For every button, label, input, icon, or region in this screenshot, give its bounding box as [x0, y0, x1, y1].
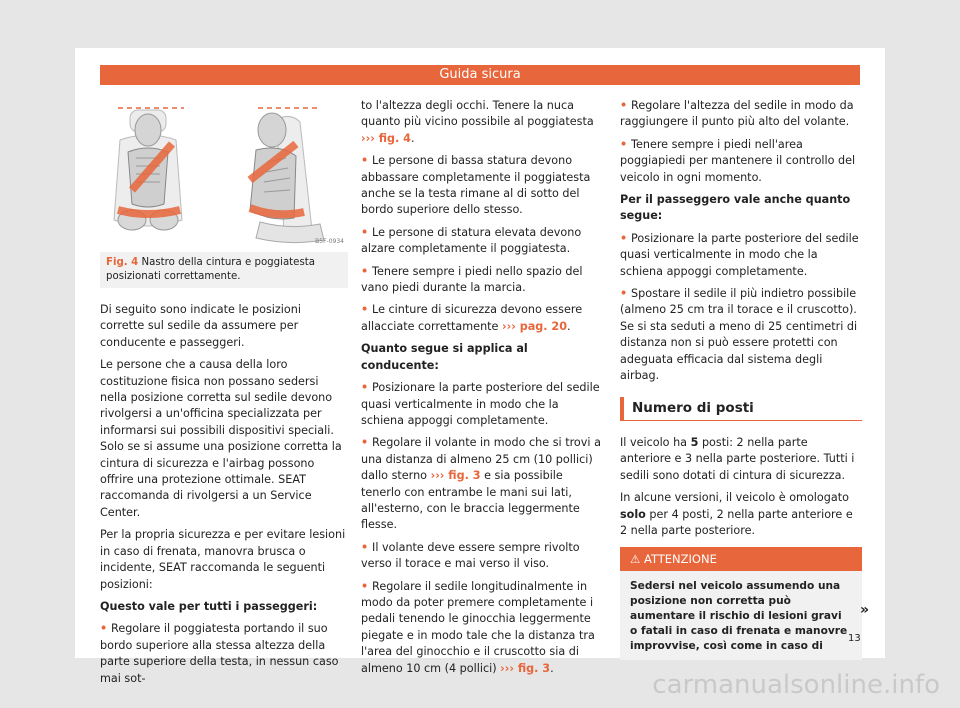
text-run-bold: solo — [620, 507, 646, 521]
column-3 — [620, 98, 862, 660]
bullet-item: • Le persone di statura elevata devono alzare completamente il poggiatesta. — [361, 225, 601, 258]
text-run: Regolare il volante in modo che si trovi a una distanza di almeno 25 cm (10 pollici) dallo sterno — [361, 436, 601, 483]
bullet-item: • Posizionare la parte posteriore del sedile quasi verticalmente in modo che la schiena appoggi completamente. — [620, 231, 862, 280]
text-run: Il veicolo ha — [620, 435, 691, 449]
text-run: . — [550, 661, 554, 675]
headrest-illustration — [100, 100, 348, 252]
section-heading: Numero di posti — [620, 397, 862, 421]
text-run: e sia possibile tenerlo con entrambe le mani sui lati, all'esterno, con le braccia leggermente flesse. — [361, 469, 580, 532]
text-run: posti: 2 nella parte anteriore e 3 nella parte posteriore. Tutti i sedili sono dotati di cintura di sicurezza. — [620, 435, 855, 482]
figure-link[interactable]: ››› fig. 3 — [430, 469, 481, 483]
text-run: Le cinture di sicurezza devono essere allacciate correttamente — [361, 303, 583, 333]
paragraph: Di seguito sono indicate le posizioni corrette sul sedile da assumere per conducente e passeggeri. — [100, 303, 301, 349]
page-link[interactable]: ››› pag. 20 — [501, 319, 567, 333]
text-run: to l'altezza degli occhi. Tenere la nuca quanto più vicino possibile al poggiatesta — [361, 99, 594, 129]
warning-box — [620, 547, 862, 660]
page-number: 13 — [848, 633, 861, 644]
paragraph — [361, 98, 601, 147]
figure-link[interactable]: ››› fig. 4 — [361, 131, 411, 145]
figure-link[interactable]: ››› fig. 3 — [500, 661, 551, 675]
warning-header — [620, 547, 862, 571]
paragraph — [620, 490, 862, 539]
bullet-item — [361, 579, 601, 677]
bullet-item — [361, 302, 601, 335]
bullet-item: • Posizionare la parte posteriore del sedile quasi verticalmente in modo che la schiena appoggi completamente. — [361, 380, 601, 429]
subheading: Quanto segue si applica al conducente: — [361, 342, 528, 372]
text-run-bold: 5 — [690, 435, 699, 449]
paragraph: Le persone che a causa della loro costituzione fisica non possano sedersi nella posizione corretta sul sedile devono rivolgersi a un'officina specializzata per informarsi sui possibili dispositivi speciali. Solo se si assume una posizione corretta la cintura di sicurezza e l'airbag possono offrire una protezione ottimale. SEAT raccomanda di rivolgersi a un Service Center. — [100, 358, 342, 519]
figure-caption — [100, 252, 348, 288]
bullet-item: • Tenere sempre i piedi nell'area poggiapiedi per mantenere il controllo del veicolo in ogni momento. — [620, 137, 862, 186]
subheading: Per il passeggero vale anche quanto segue: — [620, 193, 851, 223]
continue-marker: » — [860, 602, 870, 618]
figure-code: B5F-0934 — [315, 237, 344, 245]
text-run: . — [567, 319, 571, 333]
bullet-item: • Regolare il poggiatesta portando il suo bordo superiore alla stessa altezza della parte superiore della testa, in nessun caso mai sot- — [100, 621, 348, 687]
subheading: Questo vale per tutti i passeggeri: — [100, 599, 318, 613]
bullet-item: • Tenere sempre i piedi nello spazio del vano piedi durante la marcia. — [361, 264, 601, 297]
warning-triangle-icon: ⚠ — [630, 552, 641, 567]
paragraph: Per la propria sicurezza e per evitare lesioni in caso di frenata, manovra brusca o incidente, SEAT raccomanda le seguenti posizioni: — [100, 528, 346, 591]
column-1 — [100, 100, 348, 693]
watermark: carmanualsonline.info — [652, 670, 940, 700]
paragraph — [620, 435, 862, 484]
figure-number: Fig. 4 — [106, 257, 139, 268]
bullet-item: • Il volante deve essere sempre rivolto verso il torace e mai verso il viso. — [361, 540, 601, 573]
warning-text: Sedersi nel veicolo assumendo una posizione non corretta può aumentare il rischio di lesioni gravi o fatali in caso di frenata e manovre improvvise, così come in caso di — [630, 580, 848, 653]
column-2 — [361, 98, 601, 683]
text-run: per 4 posti, 2 nella parte anteriore e 2 nella parte posteriore. — [620, 507, 853, 537]
bullet-item — [361, 435, 601, 533]
bullet-item: • Le persone di bassa statura devono abbassare completamente il poggiatesta anche se la testa rimane al di sotto del bordo superiore dello stesso. — [361, 153, 601, 219]
bullet-item: • Spostare il sedile il più indietro possibile (almeno 25 cm tra il torace e il cruscotto). Se si sta seduti a meno di 25 centimetri di distanza non si può essere protetti con adeguata efficacia dal sistema degli airbag. — [620, 286, 862, 384]
chapter-header: Guida sicura — [100, 65, 860, 85]
text-run: . — [410, 131, 415, 145]
warning-title: ATTENZIONE — [643, 552, 717, 567]
seat-belt-figure — [100, 100, 348, 252]
figure-caption-text: Nastro della cintura e poggiatesta posizionati correttamente. — [106, 257, 315, 282]
text-run: Regolare il sedile longitudinalmente in modo da poter premere completamente i pedali tenendo le ginocchia leggermente piegate e in modo tale che la distanza tra l'area del ginocchio e il cruscotto sia di almeno 10 cm (4 pollici) — [361, 579, 595, 675]
text-run: In alcune versioni, il veicolo è omologato — [620, 491, 849, 505]
bullet-item: • Regolare l'altezza del sedile in modo da raggiungere il punto più alto del volante. — [620, 98, 862, 131]
